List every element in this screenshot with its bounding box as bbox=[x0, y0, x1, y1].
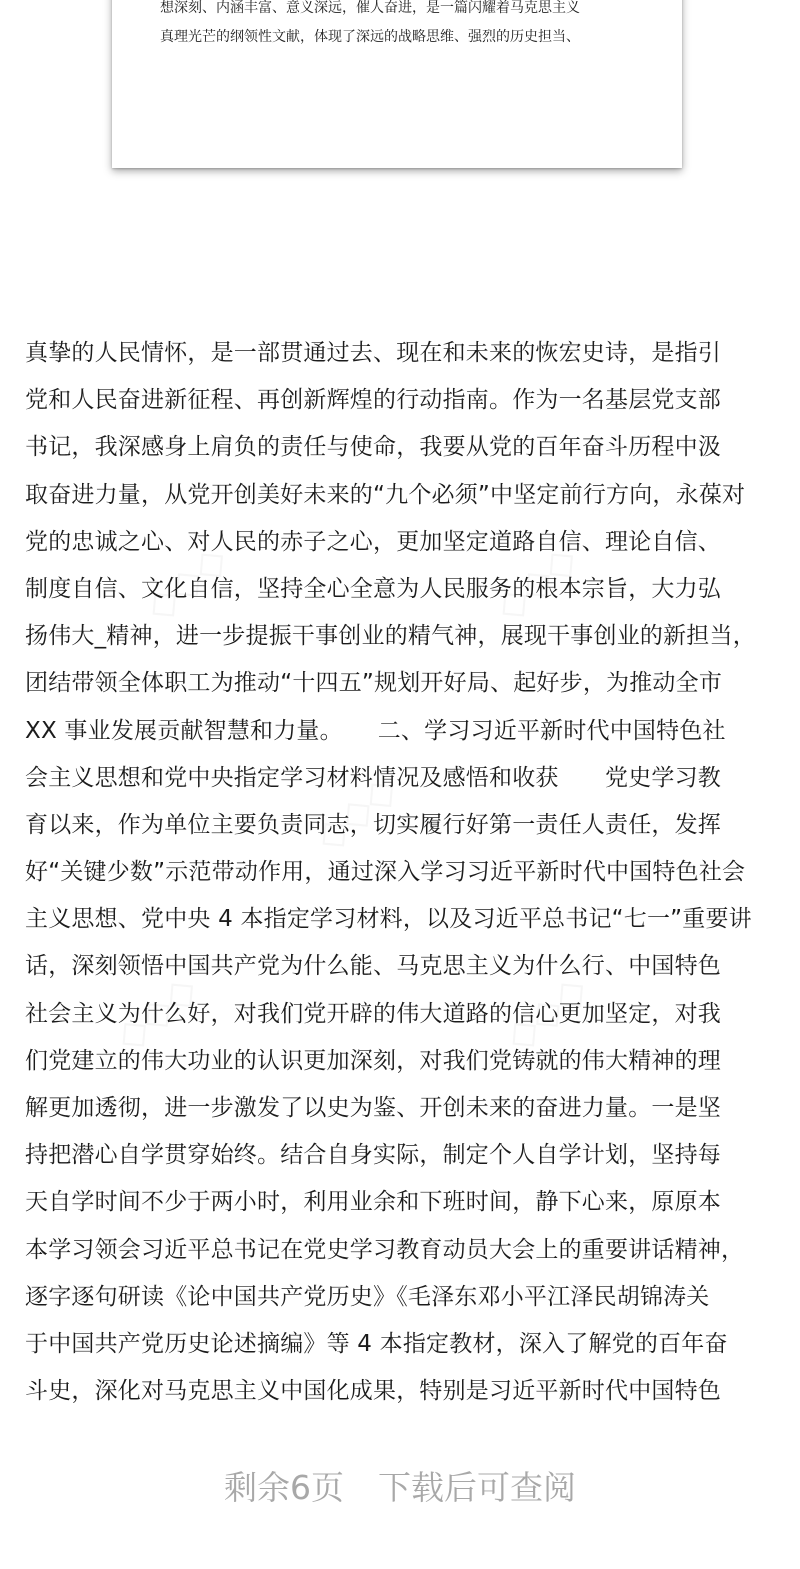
body-line: 书记，我深感身上肩负的责任与使命，我要从党的百年奋斗历程中汲 bbox=[25, 434, 721, 461]
body-line: 社会主义为什么好，对我们党开辟的伟大道路的信心更加坚定，对我 bbox=[25, 1000, 721, 1027]
preview-line: 想深刻、内涵丰富、意义深远，催人奋进，是一篇闪耀着马克思主义 bbox=[160, 0, 580, 16]
body-line: 党的忠诚之心、对人民的赤子之心，更加坚定道路自信、理论自信、 bbox=[25, 528, 721, 555]
body-line: 党和人民奋进新征程、再创新辉煌的行动指南。作为一名基层党支部 bbox=[25, 387, 721, 414]
document-body bbox=[25, 330, 785, 1415]
body-line: 天自学时间不少于两小时，利用业余和下班时间，静下心来，原原本 bbox=[25, 1189, 721, 1216]
remaining-pages-label: 剩余6页 bbox=[224, 1468, 344, 1507]
body-line: 解更加透彻，进一步激发了以史为鉴、开创未来的奋进力量。一是坚 bbox=[25, 1095, 721, 1121]
body-line: 斗史，深化对马克思主义中国化成果，特别是习近平新时代中国特色 bbox=[25, 1378, 721, 1405]
body-line: 会主义思想和党中央指定学习材料情况及感悟和收获 党史学习教 bbox=[25, 764, 721, 791]
body-line: XX 事业发展贡献智慧和力量。 二、学习习近平新时代中国特色社 bbox=[25, 717, 726, 744]
document-preview-card bbox=[112, 0, 682, 168]
body-line: 本学习领会习近平总书记在党史学习教育动员大会上的重要讲话精神， bbox=[25, 1236, 745, 1263]
preview-line: 真理光芒的纲领性文献，体现了深远的战略思维、强烈的历史担当、 bbox=[160, 29, 580, 45]
body-line: 话，深刻领悟中国共产党为什么能、马克思主义为什么行、中国特色 bbox=[25, 953, 721, 980]
body-line: 扬伟大_精神，进一步提振干事创业的精气神，展现干事创业的新担当， bbox=[25, 623, 756, 650]
body-line: 们党建立的伟大功业的认识更加深刻，对我们党铸就的伟大精神的理 bbox=[25, 1047, 721, 1074]
body-line: 主义思想、党中央 4 本指定学习材料，以及习近平总书记“七一”重要讲 bbox=[25, 906, 752, 933]
body-line: 于中国共产党历史论述摘编》等 4 本指定教材，深入了解党的百年奋 bbox=[25, 1330, 728, 1357]
body-line: 持把潜心自学贯穿始终。结合自身实际，制定个人自学计划，坚持每 bbox=[25, 1142, 721, 1169]
body-line: 取奋进力量，从党开创美好未来的“九个必须”中坚定前行方向，永葆对 bbox=[25, 481, 746, 508]
body-line: 育以来，作为单位主要负责同志，切实履行好第一责任人责任，发挥 bbox=[25, 811, 721, 838]
body-line: 逐字逐句研读《论中国共产党历史》《毛泽东邓小平江泽民胡锦涛关 bbox=[25, 1283, 710, 1310]
body-line: 团结带领全体职工为推动“十四五”规划开好局、起好步，为推动全市 bbox=[25, 670, 723, 697]
body-line: 制度自信、文化自信，坚持全心全意为人民服务的根本宗旨，大力弘 bbox=[25, 575, 721, 602]
body-line: 真挚的人民情怀，是一部贯通过去、现在和未来的恢宏史诗，是指引 bbox=[25, 340, 721, 366]
body-line: 好“关键少数”示范带动作用，通过深入学习习近平新时代中国特色社会 bbox=[25, 859, 746, 886]
download-to-view-label: 下载后可查阅 bbox=[378, 1468, 576, 1507]
download-prompt[interactable] bbox=[0, 1466, 800, 1510]
